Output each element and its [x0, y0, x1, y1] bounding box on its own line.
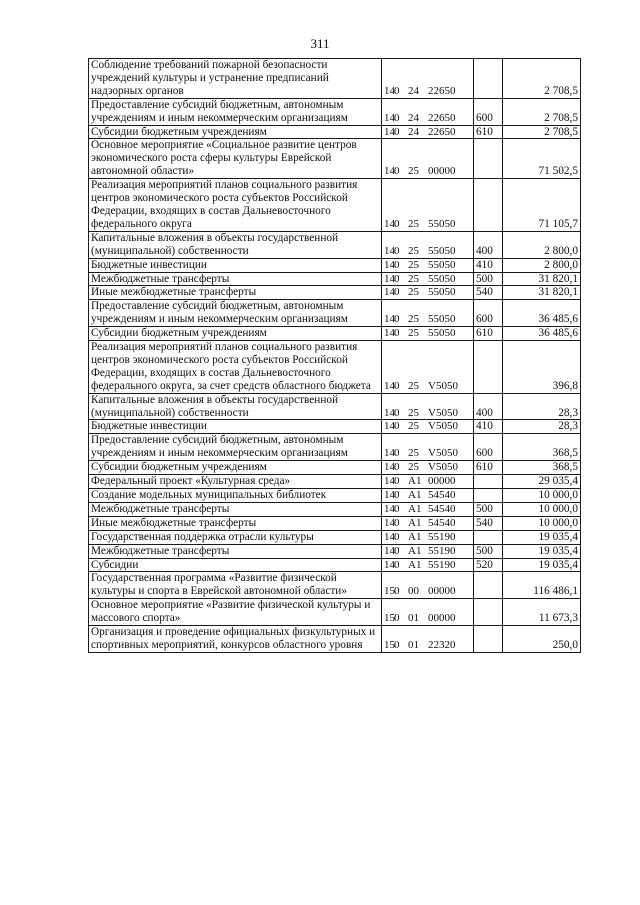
code-part: 24 [408, 111, 419, 124]
code-part: 25 [408, 217, 419, 230]
row-code [382, 98, 474, 125]
code-part: 0 [394, 313, 400, 326]
table-row [89, 393, 581, 420]
code-part: 0 [394, 84, 400, 97]
code-part: 25 [408, 165, 419, 178]
row-code [382, 461, 474, 475]
row-expense-type: 400 [474, 231, 503, 258]
code-part: 24 [408, 84, 419, 97]
code-part: A1 [408, 502, 422, 515]
code-part: 55050 [428, 313, 456, 326]
row-expense-type: 520 [474, 558, 503, 572]
code-part: 15 [384, 638, 395, 651]
code-part: 14 [384, 111, 395, 124]
code-part: 22650 [428, 125, 456, 138]
row-sum: 10 000,0 [503, 489, 581, 503]
code-part: V5050 [428, 379, 458, 392]
row-code [382, 125, 474, 139]
code-part: 14 [384, 489, 395, 501]
row-name: Основное мероприятие «Социальное развитие центров экономического роста сферы культуры Еврейской автономной области» [89, 139, 382, 179]
code-part: 14 [384, 447, 395, 460]
row-code [382, 393, 474, 420]
row-expense-type [474, 572, 503, 599]
row-name: Соблюдение требований пожарной безопасности учреждений культуры и устранение предписаний надзорных органов [89, 59, 382, 99]
table-row [89, 434, 581, 461]
row-expense-type [474, 530, 503, 544]
code-part: 0 [394, 111, 400, 124]
code-part: 0 [394, 447, 400, 460]
code-part: A1 [408, 558, 422, 571]
row-sum: 28,3 [503, 393, 581, 420]
code-part: 55050 [428, 286, 456, 299]
code-part: 15 [384, 585, 395, 598]
row-expense-type: 600 [474, 434, 503, 461]
row-sum: 71 105,7 [503, 179, 581, 232]
row-code [382, 558, 474, 572]
table-row [89, 544, 581, 558]
code-part: 0 [394, 516, 400, 529]
code-part: 54540 [428, 489, 456, 501]
page-number: 311 [310, 36, 330, 51]
table-row [89, 516, 581, 530]
row-expense-type [474, 599, 503, 626]
row-name: Субсидии бюджетным учреждениям [89, 327, 382, 341]
row-code [382, 489, 474, 503]
row-code [382, 434, 474, 461]
code-part: 14 [384, 327, 395, 340]
code-part: 0 [394, 420, 400, 433]
row-code [382, 272, 474, 286]
row-sum: 250,0 [503, 626, 581, 653]
code-part: 25 [408, 379, 419, 392]
row-code [382, 179, 474, 232]
code-part: 55190 [428, 530, 456, 543]
row-expense-type: 410 [474, 420, 503, 434]
code-part: 25 [408, 461, 419, 474]
code-part: 22320 [428, 638, 456, 651]
table-row [89, 139, 581, 179]
row-name: Предоставление субсидий бюджетным, автономным учреждениям и иным некоммерческим организациям [89, 98, 382, 125]
code-part: 00000 [428, 475, 456, 488]
row-sum: 71 502,5 [503, 139, 581, 179]
row-name: Федеральный проект «Культурная среда» [89, 475, 382, 489]
code-part: 25 [408, 327, 419, 340]
code-part: 22650 [428, 84, 456, 97]
row-expense-type: 500 [474, 272, 503, 286]
code-part: 0 [394, 258, 400, 271]
row-sum: 19 035,4 [503, 530, 581, 544]
code-part: 0 [394, 638, 400, 651]
row-sum: 368,5 [503, 461, 581, 475]
row-expense-type [474, 475, 503, 489]
code-part: 15 [384, 612, 395, 625]
row-code [382, 59, 474, 99]
code-part: A1 [408, 489, 422, 501]
row-expense-type: 410 [474, 258, 503, 272]
row-sum: 2 800,0 [503, 258, 581, 272]
row-expense-type: 500 [474, 544, 503, 558]
row-sum: 31 820,1 [503, 272, 581, 286]
code-part: 14 [384, 313, 395, 326]
code-part: 24 [408, 125, 419, 138]
row-name: Реализация мероприятий планов социального развития центров экономического роста субъектов Российской Федерации, входящих в состав Дальневосточного федерального округа [89, 179, 382, 232]
row-name: Реализация мероприятий планов социального развития центров экономического роста субъектов Российской Федерации, входящих в состав Дальневосточного федерального округа, за счет средств областного бюджета [89, 341, 382, 394]
row-expense-type: 610 [474, 461, 503, 475]
row-sum: 116 486,1 [503, 572, 581, 599]
table-row [89, 327, 581, 341]
row-sum: 31 820,1 [503, 286, 581, 300]
code-part: 55190 [428, 558, 456, 571]
code-part: A1 [408, 516, 422, 529]
code-part: 14 [384, 420, 395, 433]
row-name: Государственная поддержка отрасли культуры [89, 530, 382, 544]
code-part: 0 [394, 502, 400, 515]
code-part: 55050 [428, 327, 456, 340]
code-part: 55190 [428, 544, 456, 557]
row-expense-type [474, 59, 503, 99]
code-part: 14 [384, 84, 395, 97]
table-row [89, 530, 581, 544]
row-name: Создание модельных муниципальных библиотек [89, 489, 382, 503]
code-part: V5050 [428, 447, 458, 460]
row-code [382, 300, 474, 327]
row-name: Бюджетные инвестиции [89, 420, 382, 434]
code-part: 25 [408, 258, 419, 271]
row-sum: 10 000,0 [503, 516, 581, 530]
code-part: 00000 [428, 612, 456, 625]
row-name: Предоставление субсидий бюджетным, автономным учреждениям и иным некоммерческим организациям [89, 434, 382, 461]
row-sum: 2 708,5 [503, 59, 581, 99]
row-code [382, 286, 474, 300]
table-row [89, 626, 581, 653]
code-part: 0 [394, 612, 400, 625]
row-sum: 36 485,6 [503, 327, 581, 341]
row-sum: 19 035,4 [503, 558, 581, 572]
code-part: 0 [394, 544, 400, 557]
code-part: A1 [408, 544, 422, 557]
row-expense-type: 600 [474, 98, 503, 125]
table-row [89, 272, 581, 286]
row-code [382, 231, 474, 258]
table-row [89, 179, 581, 232]
row-name: Основное мероприятие «Развитие физической культуры и массового спорта» [89, 599, 382, 626]
code-part: 14 [384, 244, 395, 257]
row-expense-type: 400 [474, 393, 503, 420]
code-part: 22650 [428, 111, 456, 124]
code-part: V5050 [428, 461, 458, 474]
code-part: A1 [408, 530, 422, 543]
code-part: 00000 [428, 165, 456, 178]
table-row [89, 461, 581, 475]
row-sum: 368,5 [503, 434, 581, 461]
table-row [89, 286, 581, 300]
code-part: 0 [394, 165, 400, 178]
code-part: 25 [408, 420, 419, 433]
row-expense-type [474, 139, 503, 179]
row-code [382, 327, 474, 341]
row-code [382, 626, 474, 653]
code-part: 55050 [428, 272, 456, 285]
code-part: 25 [408, 286, 419, 299]
code-part: 0 [394, 530, 400, 543]
row-name: Организация и проведение официальных физкультурных и спортивных мероприятий, конкурсов областного уровня [89, 626, 382, 653]
code-part: 00000 [428, 585, 456, 598]
code-part: A1 [408, 475, 422, 488]
code-part: 14 [384, 544, 395, 557]
code-part: 14 [384, 461, 395, 474]
row-name: Субсидии бюджетным учреждениям [89, 461, 382, 475]
code-part: 0 [394, 244, 400, 257]
code-part: 00 [408, 585, 419, 598]
row-code [382, 572, 474, 599]
row-expense-type [474, 179, 503, 232]
row-sum: 10 000,0 [503, 502, 581, 516]
code-part: 25 [408, 313, 419, 326]
row-name: Субсидии [89, 558, 382, 572]
code-part: 55050 [428, 217, 456, 230]
row-expense-type: 610 [474, 327, 503, 341]
code-part: 55050 [428, 258, 456, 271]
row-name: Капитальные вложения в объекты государственной (муниципальной) собственности [89, 231, 382, 258]
row-sum: 2 708,5 [503, 125, 581, 139]
code-part: 14 [384, 217, 395, 230]
row-sum: 28,3 [503, 420, 581, 434]
code-part: V5050 [428, 406, 458, 419]
code-part: 0 [394, 585, 400, 598]
row-name: Межбюджетные трансферты [89, 544, 382, 558]
table-row [89, 489, 581, 503]
code-part: 0 [394, 327, 400, 340]
row-sum: 36 485,6 [503, 300, 581, 327]
table-row [89, 599, 581, 626]
code-part: 14 [384, 516, 395, 529]
code-part: 25 [408, 447, 419, 460]
row-code [382, 599, 474, 626]
row-expense-type: 540 [474, 286, 503, 300]
row-expense-type: 600 [474, 300, 503, 327]
row-name: Субсидии бюджетным учреждениям [89, 125, 382, 139]
row-expense-type: 610 [474, 125, 503, 139]
code-part: 14 [384, 475, 395, 488]
code-part: 0 [394, 461, 400, 474]
row-name: Иные межбюджетные трансферты [89, 516, 382, 530]
table-row [89, 475, 581, 489]
row-name: Иные межбюджетные трансферты [89, 286, 382, 300]
row-sum: 19 035,4 [503, 544, 581, 558]
row-code [382, 502, 474, 516]
code-part: 0 [394, 558, 400, 571]
row-expense-type [474, 489, 503, 503]
row-code [382, 544, 474, 558]
table-row [89, 98, 581, 125]
row-name: Межбюджетные трансферты [89, 272, 382, 286]
row-sum: 2 708,5 [503, 98, 581, 125]
code-part: 01 [408, 612, 419, 625]
row-sum: 29 035,4 [503, 475, 581, 489]
row-name: Предоставление субсидий бюджетным, автономным учреждениям и иным некоммерческим организациям [89, 300, 382, 327]
code-part: 25 [408, 244, 419, 257]
budget-table [88, 58, 581, 653]
code-part: 14 [384, 530, 395, 543]
table-row [89, 300, 581, 327]
code-part: 55050 [428, 244, 456, 257]
table-row [89, 125, 581, 139]
code-part: 0 [394, 475, 400, 488]
code-part: 0 [394, 489, 400, 501]
table-row [89, 231, 581, 258]
row-code [382, 475, 474, 489]
code-part: 0 [394, 379, 400, 392]
code-part: 54540 [428, 502, 456, 515]
code-part: 0 [394, 286, 400, 299]
row-name: Межбюджетные трансферты [89, 502, 382, 516]
table-row [89, 558, 581, 572]
row-expense-type [474, 626, 503, 653]
row-code [382, 139, 474, 179]
code-part: 25 [408, 272, 419, 285]
table-row [89, 341, 581, 394]
code-part: 0 [394, 406, 400, 419]
code-part: 14 [384, 165, 395, 178]
code-part: 14 [384, 379, 395, 392]
code-part: 54540 [428, 516, 456, 529]
row-expense-type [474, 341, 503, 394]
row-code [382, 341, 474, 394]
code-part: 14 [384, 502, 395, 515]
code-part: 25 [408, 406, 419, 419]
table-row [89, 258, 581, 272]
code-part: 14 [384, 125, 395, 138]
code-part: 0 [394, 217, 400, 230]
code-part: 14 [384, 406, 395, 419]
table-row [89, 420, 581, 434]
row-expense-type: 500 [474, 502, 503, 516]
code-part: 14 [384, 558, 395, 571]
code-part: 0 [394, 125, 400, 138]
row-expense-type: 540 [474, 516, 503, 530]
row-sum: 11 673,3 [503, 599, 581, 626]
code-part: 14 [384, 286, 395, 299]
row-name: Бюджетные инвестиции [89, 258, 382, 272]
budget-table-body [89, 59, 581, 653]
row-sum: 2 800,0 [503, 231, 581, 258]
row-code [382, 516, 474, 530]
code-part: 14 [384, 272, 395, 285]
row-code [382, 258, 474, 272]
row-name: Государственная программа «Развитие физической культуры и спорта в Еврейской автономной области» [89, 572, 382, 599]
table-row [89, 502, 581, 516]
row-name: Капитальные вложения в объекты государственной (муниципальной) собственности [89, 393, 382, 420]
row-sum: 396,8 [503, 341, 581, 394]
code-part: 01 [408, 638, 419, 651]
row-code [382, 530, 474, 544]
row-code [382, 420, 474, 434]
code-part: 0 [394, 272, 400, 285]
code-part: 14 [384, 258, 395, 271]
code-part: V5050 [428, 420, 458, 433]
table-row [89, 572, 581, 599]
table-row [89, 59, 581, 99]
